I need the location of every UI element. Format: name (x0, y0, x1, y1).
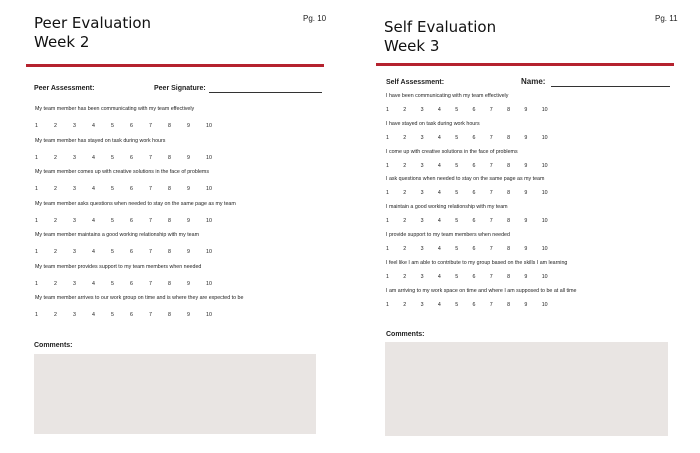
rating-option[interactable]: 6 (130, 123, 133, 129)
question-text: My team member arrives to our work group on time and is where they are expected to be (35, 295, 244, 301)
rating-option[interactable]: 9 (187, 123, 190, 129)
rating-option[interactable]: 4 (92, 280, 95, 287)
rating-option[interactable]: 5 (111, 186, 114, 192)
rating-option[interactable]: 7 (149, 312, 152, 318)
rating-option[interactable]: 8 (168, 249, 171, 255)
rating-option[interactable]: 5 (455, 301, 459, 308)
rating-option[interactable]: 8 (507, 134, 511, 141)
rating-option[interactable]: 1 (386, 190, 389, 197)
page-title-line1: Self Evaluation (384, 18, 497, 36)
rating-option[interactable]: 9 (524, 190, 528, 197)
rating-option[interactable]: 7 (149, 154, 152, 161)
rating-option[interactable]: 7 (489, 273, 493, 280)
rating-option[interactable]: 10 (541, 162, 548, 169)
rating-option[interactable]: 2 (54, 217, 57, 224)
rating-option[interactable]: 7 (489, 190, 493, 197)
rating-option[interactable]: 6 (130, 280, 133, 287)
comments-label: Comments: (386, 331, 425, 338)
rating-option[interactable]: 6 (472, 301, 476, 308)
name-field[interactable] (551, 86, 670, 87)
rating-option[interactable]: 5 (111, 312, 114, 318)
rating-option[interactable]: 10 (541, 273, 548, 280)
rating-option[interactable]: 8 (507, 301, 511, 308)
rating-option[interactable]: 9 (524, 246, 528, 252)
rating-option[interactable]: 6 (130, 249, 133, 255)
comments-box[interactable] (34, 354, 316, 434)
question-text: My team member provides support to my team members when needed (35, 263, 202, 270)
rating-option[interactable]: 2 (54, 154, 57, 161)
rating-option[interactable]: 6 (472, 134, 476, 141)
rating-option[interactable]: 8 (168, 154, 171, 161)
rating-option[interactable]: 9 (187, 217, 190, 224)
rating-option[interactable]: 6 (130, 186, 133, 192)
rating-option[interactable]: 8 (168, 123, 171, 129)
rating-option[interactable]: 7 (489, 107, 493, 113)
rating-option[interactable]: 6 (472, 107, 476, 113)
rating-option[interactable]: 7 (489, 218, 493, 225)
rating-option[interactable]: 5 (455, 107, 459, 113)
rating-option[interactable]: 10 (206, 123, 212, 129)
rating-option[interactable]: 1 (386, 107, 389, 113)
rating-option[interactable]: 7 (489, 246, 493, 252)
rating-option[interactable]: 10 (206, 249, 212, 255)
rating-option[interactable]: 4 (92, 154, 95, 161)
rating-option[interactable]: 5 (111, 249, 114, 255)
rating-option[interactable]: 2 (54, 249, 57, 255)
rating-option[interactable]: 4 (437, 162, 441, 169)
rating-option[interactable]: 1 (35, 249, 38, 255)
rating-option[interactable]: 7 (489, 162, 493, 169)
rating-option[interactable]: 10 (206, 280, 212, 287)
rating-option[interactable]: 3 (420, 301, 424, 308)
header-divider (26, 64, 324, 67)
rating-option[interactable]: 7 (489, 134, 493, 141)
rating-option[interactable]: 1 (386, 301, 389, 308)
rating-option[interactable]: 10 (206, 217, 212, 224)
comments-label: Comments: (34, 342, 73, 349)
rating-option[interactable]: 7 (149, 123, 152, 129)
rating-option[interactable]: 10 (206, 154, 212, 161)
rating-option[interactable]: 4 (437, 218, 441, 225)
rating-option[interactable]: 1 (35, 280, 38, 287)
rating-option[interactable]: 8 (507, 246, 511, 252)
rating-option[interactable]: 2 (403, 301, 407, 308)
rating-option[interactable]: 5 (111, 154, 114, 161)
question-text: I have stayed on task during work hours (386, 120, 480, 127)
signature-field[interactable] (209, 92, 322, 93)
rating-option[interactable]: 2 (403, 107, 407, 113)
rating-option[interactable]: 5 (455, 190, 459, 197)
rating-option[interactable]: 9 (187, 312, 190, 318)
rating-option[interactable]: 9 (524, 134, 528, 141)
rating-option[interactable]: 8 (168, 186, 171, 192)
rating-option[interactable]: 6 (130, 217, 133, 224)
rating-option[interactable]: 8 (507, 162, 511, 169)
rating-option[interactable]: 9 (187, 249, 190, 255)
rating-option[interactable]: 7 (149, 249, 152, 255)
page-title-line2: Week 2 (34, 33, 90, 51)
question-text: I provide support to my team members when needed (386, 232, 510, 238)
rating-option[interactable]: 9 (524, 107, 528, 113)
assessment-label: Peer Assessment: (34, 85, 95, 92)
rating-option[interactable]: 3 (420, 162, 424, 169)
rating-option[interactable]: 9 (524, 301, 528, 308)
rating-option[interactable]: 1 (35, 312, 38, 318)
rating-option[interactable]: 10 (541, 107, 548, 113)
rating-option[interactable]: 9 (524, 162, 528, 169)
rating-option[interactable]: 1 (35, 154, 38, 161)
rating-option[interactable]: 9 (187, 154, 190, 161)
rating-option[interactable]: 2 (403, 162, 407, 169)
question-text: I come up with creative solutions in the face of problems (386, 148, 518, 155)
rating-option[interactable]: 8 (507, 273, 511, 280)
rating-option[interactable]: 3 (73, 280, 76, 287)
question-text: My team member asks questions when needed to stay on the same page as my team (35, 200, 236, 207)
rating-option[interactable]: 2 (403, 246, 407, 252)
rating-option[interactable]: 4 (92, 186, 95, 192)
rating-option[interactable]: 9 (524, 273, 528, 280)
signature-label: Peer Signature: (154, 85, 206, 92)
rating-option[interactable]: 5 (455, 246, 459, 252)
rating-option[interactable]: 4 (437, 107, 441, 113)
rating-option[interactable]: 6 (130, 154, 133, 161)
rating-option[interactable]: 3 (73, 186, 76, 192)
name-label: Name: (521, 77, 546, 86)
rating-option[interactable]: 1 (35, 123, 38, 129)
rating-option[interactable]: 4 (92, 312, 95, 318)
rating-option[interactable]: 7 (489, 301, 493, 308)
rating-option[interactable]: 2 (403, 218, 407, 225)
rating-option[interactable]: 3 (73, 123, 76, 129)
rating-option[interactable]: 3 (73, 249, 76, 255)
rating-option[interactable]: 8 (168, 280, 171, 287)
rating-option[interactable]: 2 (403, 134, 407, 141)
header-divider (376, 63, 674, 66)
rating-option[interactable]: 5 (455, 134, 459, 141)
rating-option[interactable]: 1 (386, 246, 389, 252)
rating-option[interactable]: 6 (472, 162, 476, 169)
rating-option[interactable]: 10 (206, 312, 212, 318)
rating-option[interactable]: 5 (455, 162, 459, 169)
rating-option[interactable]: 2 (54, 123, 57, 129)
rating-option[interactable]: 1 (35, 186, 38, 192)
rating-option[interactable]: 2 (54, 186, 57, 192)
rating-option[interactable]: 3 (420, 273, 424, 280)
rating-option[interactable]: 2 (54, 312, 57, 318)
question-text: I ask questions when needed to stay on the same page as my team (386, 176, 545, 183)
rating-option[interactable]: 3 (73, 154, 76, 161)
rating-option[interactable]: 3 (420, 190, 424, 197)
question-text: I feel like I am able to contribute to my group based on the skills I am learning (386, 259, 568, 266)
rating-option[interactable]: 2 (403, 190, 407, 197)
rating-option[interactable]: 3 (420, 218, 424, 225)
rating-option[interactable]: 9 (187, 280, 190, 287)
rating-option[interactable]: 10 (541, 218, 548, 225)
self-evaluation-page (350, 0, 700, 453)
rating-option[interactable]: 4 (92, 249, 95, 255)
rating-option[interactable]: 3 (420, 134, 424, 141)
rating-option[interactable]: 6 (130, 312, 133, 318)
question-text: My team member comes up with creative solutions in the face of problems (35, 169, 209, 175)
question-text: I maintain a good working relationship with my team (386, 204, 508, 211)
rating-option[interactable]: 4 (92, 123, 95, 129)
rating-option[interactable]: 4 (92, 217, 95, 224)
rating-option[interactable]: 5 (455, 218, 459, 225)
rating-option[interactable]: 1 (386, 273, 389, 280)
rating-option[interactable]: 5 (111, 123, 114, 129)
rating-option[interactable]: 3 (420, 246, 424, 252)
rating-option[interactable]: 7 (149, 186, 152, 192)
rating-option[interactable]: 1 (386, 134, 389, 141)
rating-option[interactable]: 8 (507, 107, 511, 113)
page-title-line1: Peer Evaluation (34, 14, 152, 32)
rating-option[interactable]: 3 (73, 312, 76, 318)
rating-option[interactable]: 3 (73, 217, 76, 224)
rating-option[interactable]: 8 (507, 218, 511, 225)
rating-option[interactable]: 5 (111, 217, 114, 224)
rating-option[interactable]: 7 (149, 280, 152, 287)
question-text: I have been communicating with my team effectively (386, 93, 509, 99)
rating-option[interactable]: 1 (386, 218, 389, 225)
rating-option[interactable]: 8 (507, 190, 511, 197)
rating-option[interactable]: 2 (403, 273, 407, 280)
rating-option[interactable]: 10 (541, 246, 548, 252)
page-title-line2: Week 3 (384, 37, 440, 55)
rating-option[interactable]: 4 (437, 134, 441, 141)
rating-option[interactable]: 3 (420, 107, 424, 113)
rating-option[interactable]: 7 (149, 217, 152, 224)
rating-option[interactable]: 4 (437, 246, 441, 252)
assessment-label: Self Assessment: (386, 79, 445, 86)
rating-option[interactable]: 10 (541, 190, 548, 197)
rating-option[interactable]: 8 (168, 217, 171, 224)
question-text: I am arriving to my work space on time and where I am supposed to be at all time (386, 287, 577, 294)
rating-option[interactable]: 4 (437, 301, 441, 308)
question-text: My team member has stayed on task during work hours (35, 137, 166, 144)
rating-option[interactable]: 6 (472, 273, 476, 280)
rating-option[interactable]: 4 (437, 190, 441, 197)
rating-option[interactable]: 1 (35, 217, 38, 224)
rating-option[interactable]: 10 (206, 186, 212, 192)
rating-option[interactable]: 5 (455, 273, 459, 280)
comments-box[interactable] (385, 342, 668, 436)
rating-option[interactable]: 5 (111, 280, 114, 287)
rating-option[interactable]: 2 (54, 280, 57, 287)
rating-option[interactable]: 9 (187, 186, 190, 192)
rating-option[interactable]: 9 (524, 218, 528, 225)
rating-option[interactable]: 4 (437, 273, 441, 280)
rating-option[interactable]: 10 (541, 134, 548, 141)
rating-option[interactable]: 8 (168, 312, 171, 318)
question-text: My team member maintains a good working relationship with my team (35, 232, 199, 238)
rating-option[interactable]: 10 (541, 301, 548, 308)
page-number: Pg. 11 (655, 14, 678, 23)
rating-option[interactable]: 1 (386, 162, 389, 169)
rating-option[interactable]: 6 (472, 218, 476, 225)
page-number: Pg. 10 (303, 14, 327, 23)
rating-option[interactable]: 6 (472, 246, 476, 252)
rating-option[interactable]: 6 (472, 190, 476, 197)
question-text: My team member has been communicating with my team effectively (35, 106, 195, 112)
